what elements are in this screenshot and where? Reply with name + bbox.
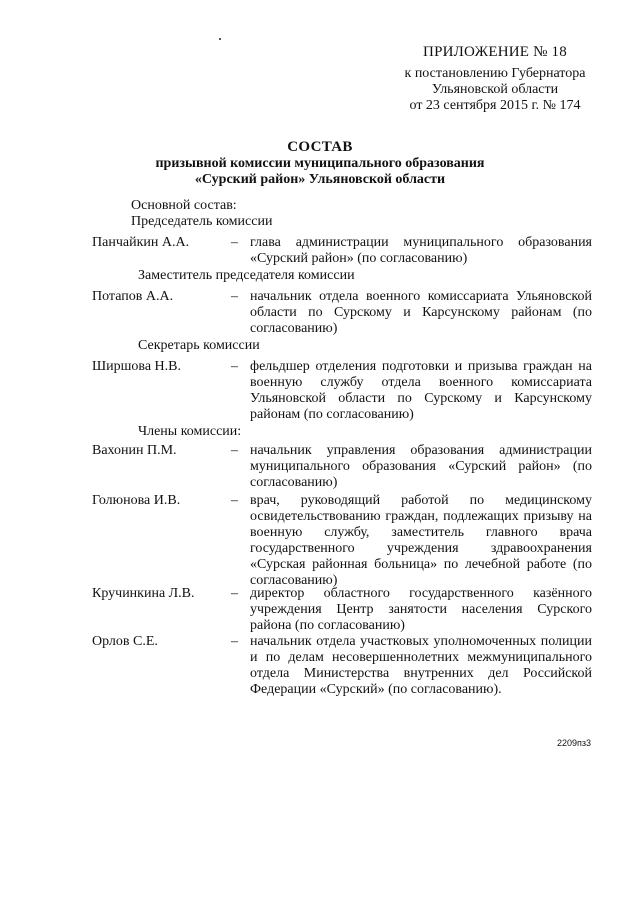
person-name: Вахонин П.М.: [92, 443, 177, 458]
person-position: начальник отдела военного комиссариата Ульяновской области по Сурскому и Карсунскому районам (по согласованию): [250, 289, 592, 336]
person-name: Ширшова Н.В.: [92, 359, 181, 374]
person-position: фельдшер отделения подготовки и призыва граждан на военную службу отдела военного комиссариата Ульяновской области по Сурскому и Карсунскому районам (по согласованию): [250, 359, 592, 422]
person-name: Голюнова И.В.: [92, 493, 181, 508]
person-name: Панчайкин А.А.: [92, 235, 190, 250]
heading-line-3: «Сурский район» Ульяновской области: [194, 172, 446, 187]
person-dash: –: [231, 586, 238, 601]
section-chair: Председатель комиссии: [131, 214, 273, 229]
person-position: директор областного государственного казённого учреждения Центр занятости населения Сурского района (по согласованию): [250, 586, 592, 633]
person-dash: –: [231, 359, 238, 374]
person-name: Кручинкина Л.В.: [92, 586, 195, 601]
person-position: начальник управления образования администрации муниципального образования «Сурский район» (по согласованию): [250, 443, 592, 490]
appendix-block: [395, 44, 595, 114]
person-position: глава администрации муниципального образования «Сурский район» (по согласованию): [250, 235, 592, 266]
heading-line-2: призывной комиссии муниципального образования: [155, 156, 485, 171]
person-name: Потапов А.А.: [92, 289, 174, 304]
person-position: врач, руководящий работой по медицинскому освидетельствованию граждан, подлежащих призыву на военную службу, заместитель главного врача государственного учреждения здравоохранения «Сурская районная больница» по лечебной работе (по согласованию): [250, 493, 592, 588]
person-dash: –: [231, 493, 238, 508]
appendix-line-2: Ульяновской области: [431, 82, 559, 97]
person-dash: –: [231, 289, 238, 304]
appendix-line-1: к постановлению Губернатора: [404, 66, 586, 81]
person-dash: –: [231, 443, 238, 458]
appendix-title: ПРИЛОЖЕНИЕ № 18: [423, 44, 567, 60]
person-name: Орлов С.Е.: [92, 634, 158, 649]
person-dash: –: [231, 634, 238, 649]
section-main: Основной состав:: [131, 198, 237, 213]
document-code: 2209пз3: [557, 738, 592, 748]
person-position: начальник отдела участковых уполномоченных полиции и по делам несовершеннолетних межмуниципального отдела Министерства внутренних дел Российской Федерации «Сурский» (по согласованию).: [250, 634, 592, 697]
heading-title: СОСТАВ: [287, 139, 353, 155]
section-members: Члены комиссии:: [138, 424, 242, 439]
section-secretary: Секретарь комиссии: [138, 338, 260, 353]
document-heading: [80, 138, 560, 188]
person-dash: –: [231, 235, 238, 250]
scan-speck: [219, 38, 221, 40]
appendix-line-3: от 23 сентября 2015 г. № 174: [409, 98, 581, 113]
section-deputy: Заместитель председателя комиссии: [138, 268, 355, 283]
